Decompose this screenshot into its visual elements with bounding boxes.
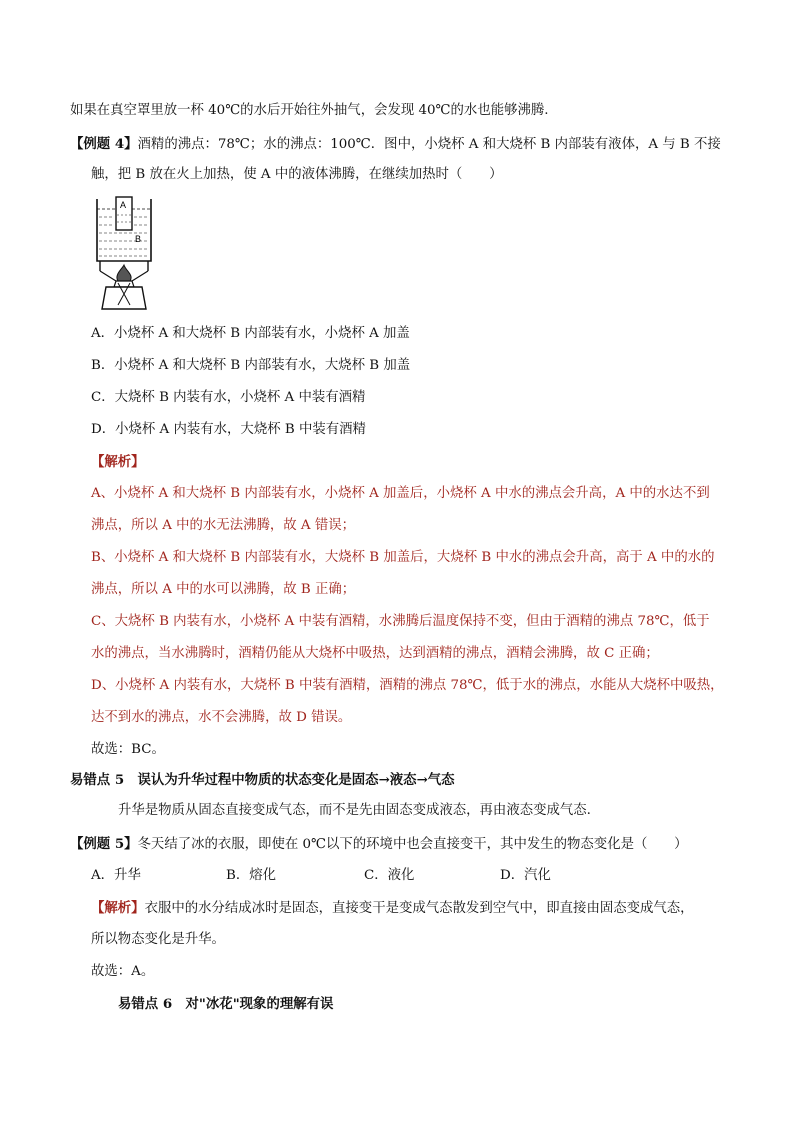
error5-title: 易错点 5 误认为升华过程中物质的状态变化是固态→液态→气态 [70,772,455,788]
example5-analysis-tag: 【解析】 [91,900,145,916]
example4-option-b: B．小烧杯 A 和大烧杯 B 内部装有水，大烧杯 B 加盖 [91,358,411,373]
example4-analysis-line: C、大烧杯 B 内装有水，小烧杯 A 中装有酒精，水沸腾后温度保持不变，但由于酒精的沸点 78℃，低于 [91,614,710,629]
beaker-diagram [94,195,156,313]
example4-option-d: D．小烧杯 A 内装有水，大烧杯 B 中装有酒精 [91,422,366,437]
example4-stem-line2: 触，把 B 放在火上加热，使 A 中的液体沸腾，在继续加热时（ ） [91,167,503,182]
example5-option-a: A．升华 [91,868,141,883]
example5-stem [70,835,688,854]
alcohol-lamp-body [102,287,146,309]
example4-option-c: C．大烧杯 B 内装有水，小烧杯 A 中装有酒精 [91,390,366,405]
label-a: A [120,200,127,210]
label-b: B [135,234,142,244]
example4-analysis-line: 达不到水的沸点，水不会沸腾，故 D 错误。 [91,710,352,725]
example5-option-b: B．熔化 [226,868,277,883]
error5-note: 升华是物质从固态直接变成气态，而不是先由固态变成液态，再由液态变成气态. [118,803,591,818]
example5-analysis-line1 [91,899,694,918]
example5-stem-text: 冬天结了冰的衣服，即使在 0℃以下的环境中也会直接变干，其中发生的物态变化是（ ） [137,837,688,852]
example5-analysis-text1: 衣服中的水分结成冰时是固态，直接变干是变成气态散发到空气中，即直接由固态变成气态， [144,901,694,916]
example4-option-a: A．小烧杯 A 和大烧杯 B 内部装有水，小烧杯 A 加盖 [91,326,410,341]
example5-analysis-line2: 所以物态变化是升华。 [91,932,225,947]
example4-analysis-line: D、小烧杯 A 内装有水，大烧杯 B 中装有酒精，酒精的沸点 78℃，低于水的沸点，水能从大烧杯中吸热， [91,678,724,693]
example4-answer: 故选：BC。 [91,742,165,757]
example4-analysis-line: 水的沸点，当水沸腾时，酒精仍能从大烧杯中吸热，达到酒精的沸点，酒精会沸腾，故 C 正确； [91,646,659,661]
example5-option-d: D．汽化 [500,868,551,883]
example4-stem-line1 [70,135,721,154]
flame-icon [117,265,131,281]
example5-tag: 【例题 5】 [70,836,138,852]
burner-neck [114,281,134,287]
example5-answer: 故选：A。 [91,964,155,979]
example4-stem-text1: 酒精的沸点：78℃；水的沸点：100℃．图中，小烧杯 A 和大烧杯 B 内部装有液体，A 与 B 不接 [137,137,721,152]
example4-analysis-line: 沸点，所以 A 中的水可以沸腾，故 B 正确； [91,582,356,597]
error6-title: 易错点 6 对"冰花"现象的理解有误 [118,996,334,1012]
intro-line: 如果在真空罩里放一杯 40℃的水后开始往外抽气，会发现 40℃的水也能够沸腾. [70,103,549,118]
example4-analysis-line: B、小烧杯 A 和大烧杯 B 内部装有水，大烧杯 B 加盖后，大烧杯 B 中水的沸点会升高，高于 A 中的水的 [91,550,715,565]
example4-analysis-tag: 【解析】 [91,454,145,470]
example4-analysis-line: 沸点，所以 A 中的水无法沸腾，故 A 错误； [91,518,356,533]
example4-tag: 【例题 4】 [70,136,138,152]
example4-analysis-line: A、小烧杯 A 和大烧杯 B 内部装有水，小烧杯 A 加盖后，小烧杯 A 中水的沸点会升高，A 中的水达不到 [91,486,710,501]
example5-option-c: C．液化 [364,868,415,883]
